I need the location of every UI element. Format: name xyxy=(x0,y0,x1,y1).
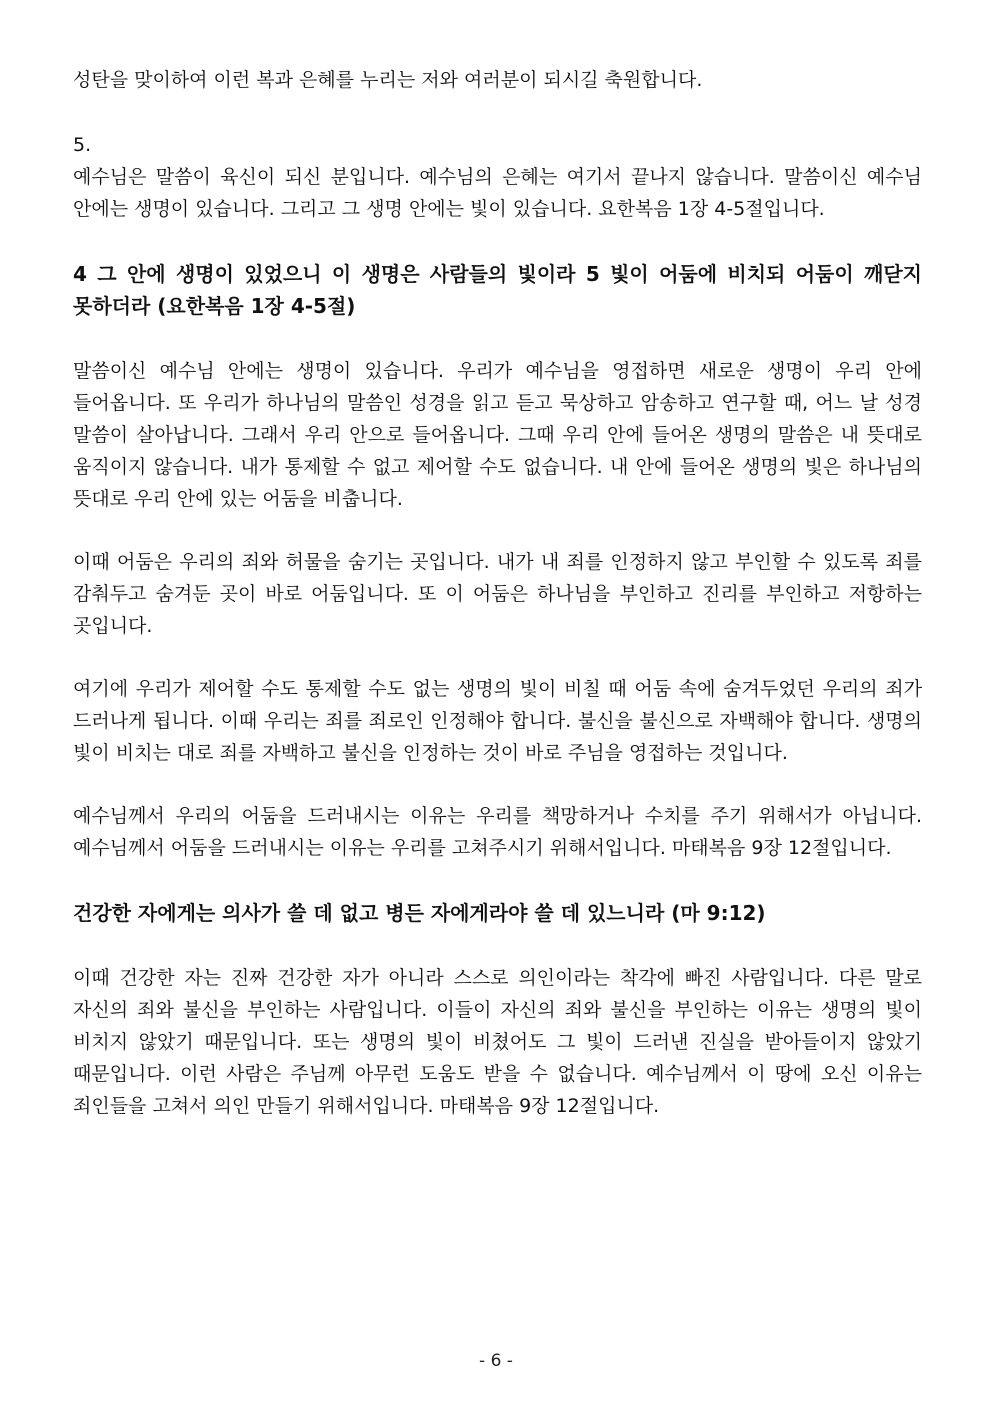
body-paragraph: 여기에 우리가 제어할 수도 통제할 수도 없는 생명의 빛이 비칠 때 어둠 속에 숨겨두었던 우리의 죄가 드러나게 됩니다. 이때 우리는 죄를 죄로인 인정해야 합니다. 불신을 불신으로 자백해야 합니다. 생명의 빛이 비치는 대로 죄를 자백하고 불신을 인정하는 것이 바로 주님을 영접하는 것입니다. xyxy=(73,678,922,764)
body-paragraph: 예수님은 말씀이 육신이 되신 분입니다. 예수님의 은혜는 여기서 끝나지 않습니다. 말씀이신 예수님 안에는 생명이 있습니다. 그리고 그 생명 안에는 빛이 있습니다. 요한복음 1장 4-5절입니다. xyxy=(73,166,922,220)
scripture-quote: 건강한 자에게는 의사가 쓸 데 없고 병든 자에게라야 쓸 데 있느니라 (마 9:12) xyxy=(73,901,766,925)
scripture-quote: 4 그 안에 생명이 있었으니 이 생명은 사람들의 빛이라 5 빛이 어둠에 비치되 어둠이 깨닫지 못하더라 (요한복음 1장 4-5절) xyxy=(73,262,922,318)
document-body xyxy=(73,64,922,1122)
body-paragraph: 이때 어둠은 우리의 죄와 허물을 숨기는 곳입니다. 내가 내 죄를 인정하지 않고 부인할 수 있도록 죄를 감춰두고 숨겨둔 곳이 바로 어둠입니다. 또 이 어둠은 하나님을 부인하고 진리를 부인하고 저항하는 곳입니다. xyxy=(73,551,922,637)
closing-paragraph: 성탄을 맞이하여 이런 복과 은혜를 누리는 저와 여러분이 되시길 축원합니다. xyxy=(73,69,703,91)
body-paragraph: 예수님께서 우리의 어둠을 드러내시는 이유는 우리를 책망하거나 수치를 주기 위해서가 아닙니다. 예수님께서 어둠을 드러내시는 이유는 우리를 고쳐주시기 위해서입니다. 마태복음 9장 12절입니다. xyxy=(73,805,922,859)
body-paragraph: 말씀이신 예수님 안에는 생명이 있습니다. 우리가 예수님을 영접하면 새로운 생명이 우리 안에 들어옵니다. 또 우리가 하나님의 말씀인 성경을 읽고 듣고 묵상하고 암송하고 연구할 때, 어느 날 성경 말씀이 살아납니다. 그래서 우리 안으로 들어옵니다. 그때 우리 안에 들어온 생명의 말씀은 내 뜻대로 움직이지 않습니다. 내가 통제할 수 없고 제어할 수도 없습니다. 내 안에 들어온 생명의 빛은 하나님의 뜻대로 우리 안에 있는 어둠을 비춥니다. xyxy=(73,360,922,510)
page-number: - 6 - xyxy=(479,1351,513,1371)
section-number: 5. xyxy=(73,134,92,156)
body-paragraph: 이때 건강한 자는 진짜 건강한 자가 아니라 스스로 의인이라는 착각에 빠진 사람입니다. 다른 말로 자신의 죄와 불신을 부인하는 사람입니다. 이들이 자신의 죄와 불신을 부인하는 이유는 생명의 빛이 비치지 않았기 때문입니다. 또는 생명의 빛이 비쳤어도 그 빛이 드러낸 진실을 받아들이지 않았기 때문입니다. 이런 사람은 주님께 아무런 도움도 받을 수 없습니다. 예수님께서 이 땅에 오신 이유는 죄인들을 고쳐서 의인 만들기 위해서입니다. 마태복음 9장 12절입니다. xyxy=(73,967,922,1117)
